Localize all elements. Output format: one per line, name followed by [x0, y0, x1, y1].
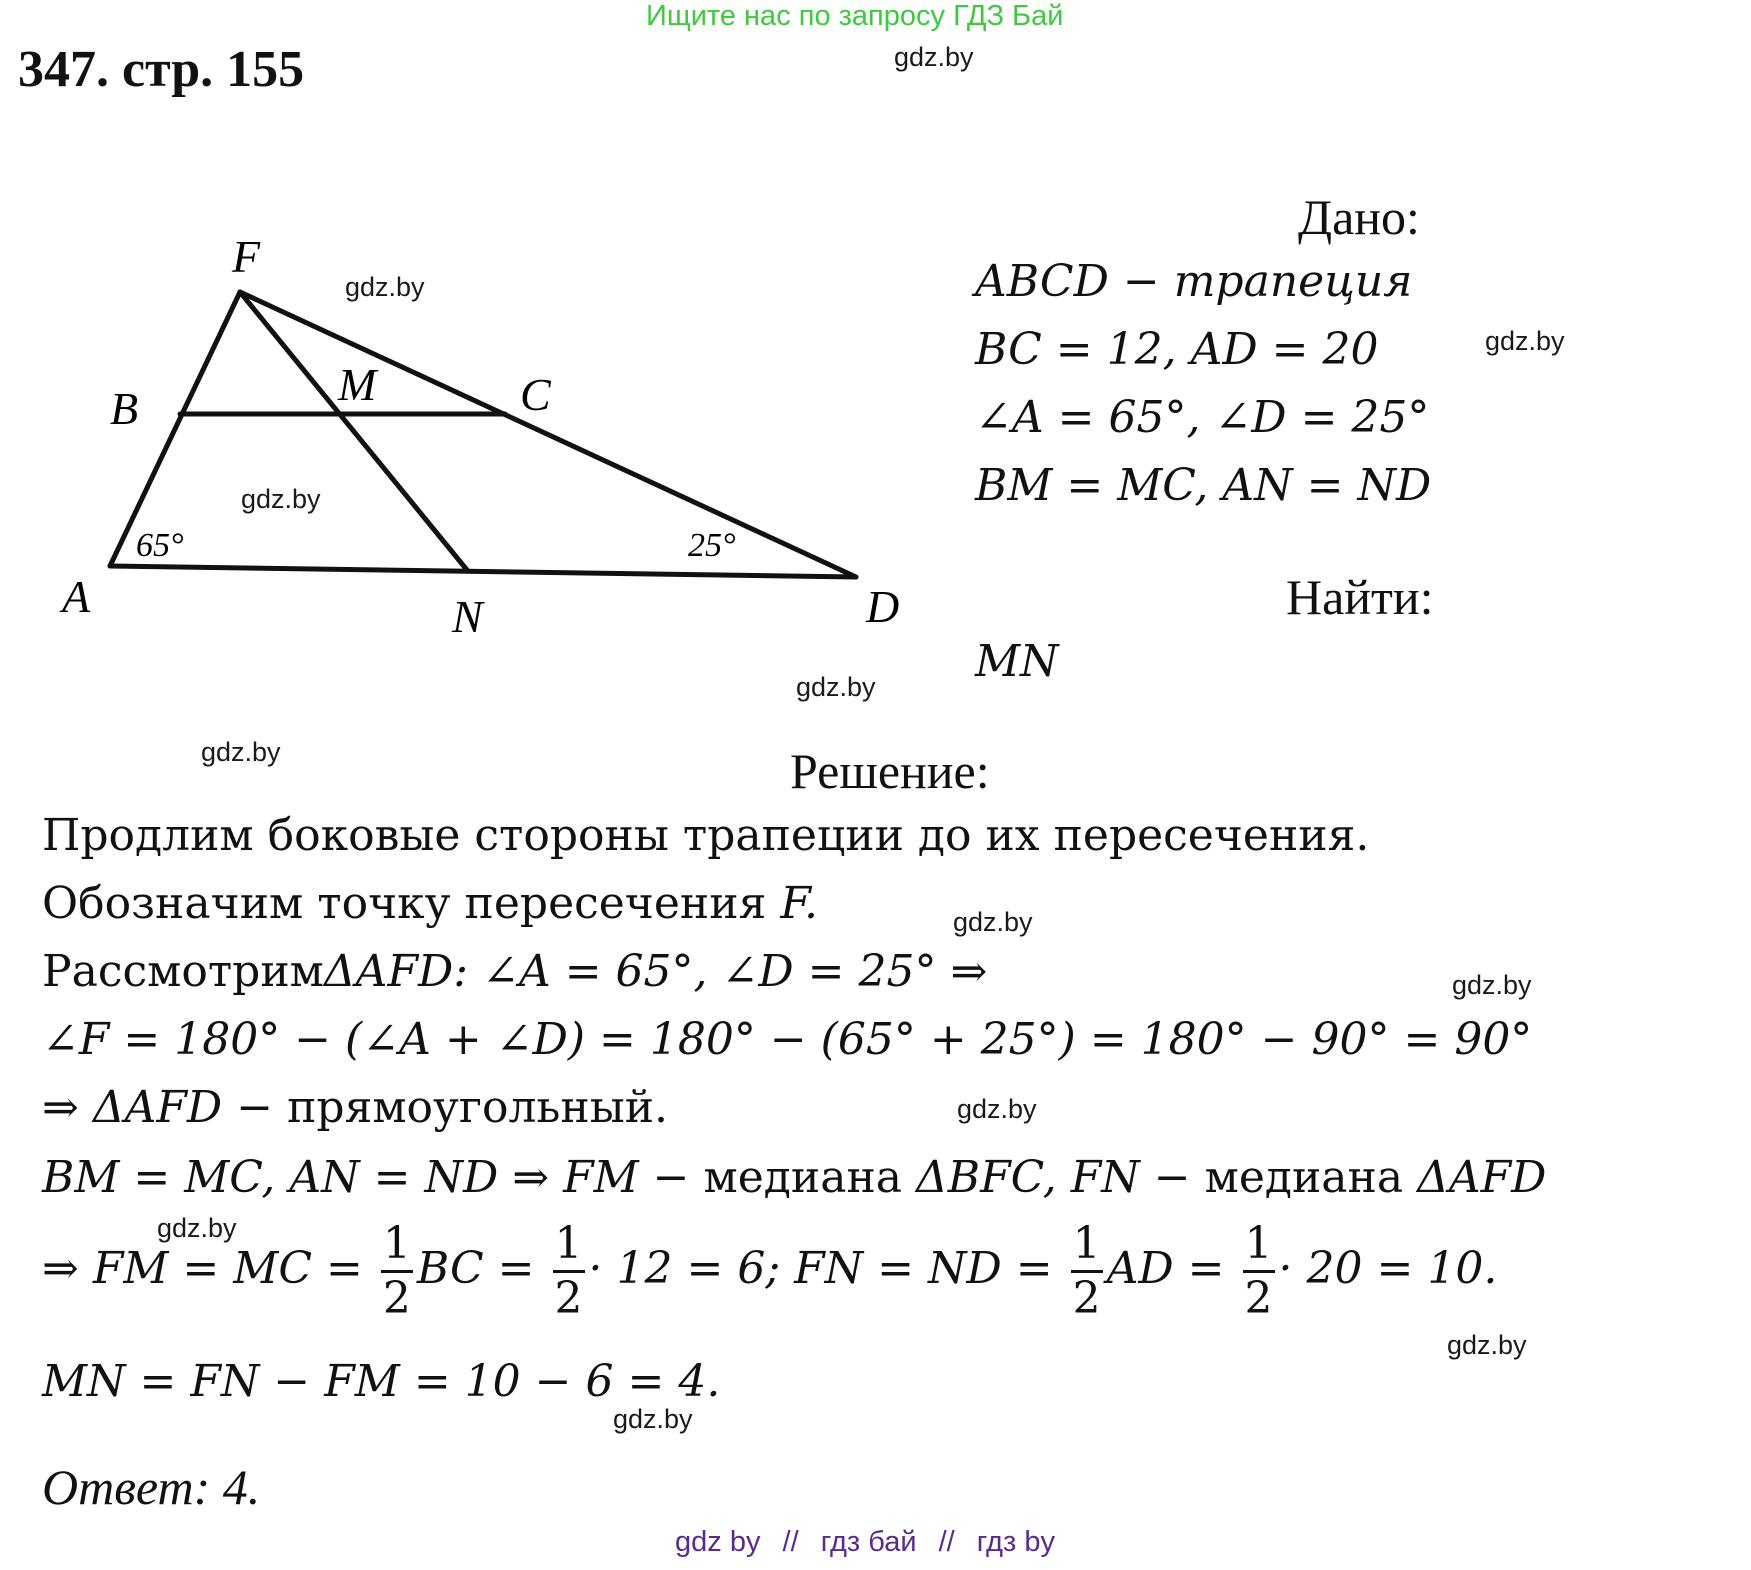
- label-m: M: [338, 359, 377, 410]
- page-title: 347. стр. 155: [18, 41, 305, 98]
- find-title: Найти:: [1286, 569, 1434, 625]
- fraction-denominator: 2: [382, 1273, 411, 1324]
- watermark: gdz.by: [796, 672, 876, 702]
- line5-text: прямоугольный.: [287, 1082, 669, 1133]
- fraction-numerator: 1: [553, 1222, 585, 1273]
- link-gdz-by-cyr[interactable]: гдз by: [976, 1526, 1055, 1558]
- watermark: gdz.by: [1485, 326, 1565, 356]
- top-banner-link[interactable]: Ищите нас по запросу ГДЗ Бай: [646, 0, 1064, 32]
- watermark: gdz.by: [201, 737, 281, 767]
- watermark: gdz.by: [613, 1404, 693, 1434]
- separator: //: [938, 1526, 955, 1558]
- label-b: B: [110, 383, 139, 434]
- separator: //: [782, 1526, 799, 1558]
- solution-line-7: [42, 1218, 1498, 1324]
- line3-text: Рассмотрим: [42, 946, 324, 997]
- given-line-2: BC = 12, AD = 20: [975, 324, 1379, 375]
- watermark: gdz.by: [953, 907, 1033, 937]
- label-c: C: [520, 369, 551, 420]
- fraction-numerator: 1: [1243, 1222, 1275, 1273]
- fraction-one-half: [1071, 1218, 1103, 1324]
- fraction-one-half: [553, 1218, 585, 1324]
- angle-a-label: 65°: [136, 527, 184, 564]
- line2-math: F.: [780, 878, 818, 929]
- fraction-one-half: [1243, 1218, 1275, 1324]
- line6-math-e: ΔAFD: [1417, 1152, 1547, 1203]
- line7-part-2: BC =: [416, 1243, 535, 1294]
- fraction-numerator: 1: [1071, 1222, 1103, 1273]
- label-d: D: [866, 581, 900, 632]
- fraction-denominator: 2: [1072, 1273, 1101, 1324]
- line5-math: ⇒ ΔAFD −: [42, 1082, 274, 1133]
- base-ad: [110, 566, 856, 577]
- label-n: N: [452, 591, 483, 642]
- line7-part-1: ⇒ FM = MC =: [42, 1243, 363, 1294]
- watermark: gdz.by: [894, 42, 974, 72]
- line3-math: ΔAFD: ∠A = 65°, ∠D = 25° ⇒: [323, 946, 988, 997]
- watermark: gdz.by: [957, 1094, 1037, 1124]
- watermark: gdz.by: [345, 272, 425, 302]
- watermark: gdz.by: [241, 484, 321, 514]
- bottom-links: [675, 1526, 1055, 1559]
- label-f: F: [232, 231, 261, 282]
- watermark: gdz.by: [1447, 1330, 1527, 1360]
- link-gdz-bai[interactable]: гдз бай: [820, 1526, 917, 1558]
- solution-line-8: [42, 1356, 720, 1407]
- solution-line-4: [42, 1014, 1532, 1065]
- find-value: MN: [975, 636, 1059, 687]
- watermark: gdz.by: [157, 1213, 237, 1243]
- given-line-3: ∠A = 65°, ∠D = 25°: [975, 392, 1430, 443]
- line8-math: MN = FN − FM = 10 − 6 = 4.: [42, 1356, 721, 1407]
- line6-math-c: ΔBFC, FN −: [916, 1152, 1191, 1203]
- given-line-1: ABCD − трапеция: [975, 256, 1413, 307]
- solution-line-1: Продлим боковые стороны трапеции до их пересечения.: [42, 810, 1370, 861]
- segment-fn: [240, 292, 467, 570]
- line7-part-5: · 20 = 10.: [1278, 1243, 1498, 1294]
- answer: Ответ: 4.: [42, 1459, 261, 1515]
- line6-text-b: медиана: [703, 1152, 903, 1203]
- trapezoid-figure: [0, 0, 960, 680]
- solution-line-6: [42, 1152, 1546, 1203]
- line6-math-a: BM = MC, AN = ND ⇒ FM −: [42, 1152, 690, 1203]
- given-line-4: BM = MC, AN = ND: [975, 460, 1432, 511]
- watermark: gdz.by: [1452, 970, 1532, 1000]
- fraction-denominator: 2: [554, 1273, 583, 1324]
- link-gdz-by[interactable]: gdz by: [675, 1526, 761, 1558]
- solution-line-2: [42, 878, 818, 929]
- fraction-numerator: 1: [381, 1222, 413, 1273]
- fraction-denominator: 2: [1244, 1273, 1273, 1324]
- line4-math: ∠F = 180° − (∠A + ∠D) = 180° − (65° + 25°) = 180° − 90° = 90°: [42, 1014, 1533, 1065]
- solution-line-5: [42, 1082, 668, 1133]
- line2-text: Обозначим точку пересечения: [42, 878, 767, 929]
- side-fd: [240, 292, 856, 577]
- solution-title: Решение:: [790, 743, 990, 799]
- line7-part-3: · 12 = 6; FN = ND =: [588, 1243, 1053, 1294]
- line6-text-d: медиана: [1204, 1152, 1404, 1203]
- solution-line-3: [42, 946, 987, 997]
- fraction-one-half: [381, 1218, 413, 1324]
- angle-d-label: 25°: [688, 527, 736, 564]
- label-a: A: [62, 571, 91, 622]
- line7-part-4: AD =: [1106, 1243, 1225, 1294]
- given-title: Дано:: [1298, 189, 1420, 245]
